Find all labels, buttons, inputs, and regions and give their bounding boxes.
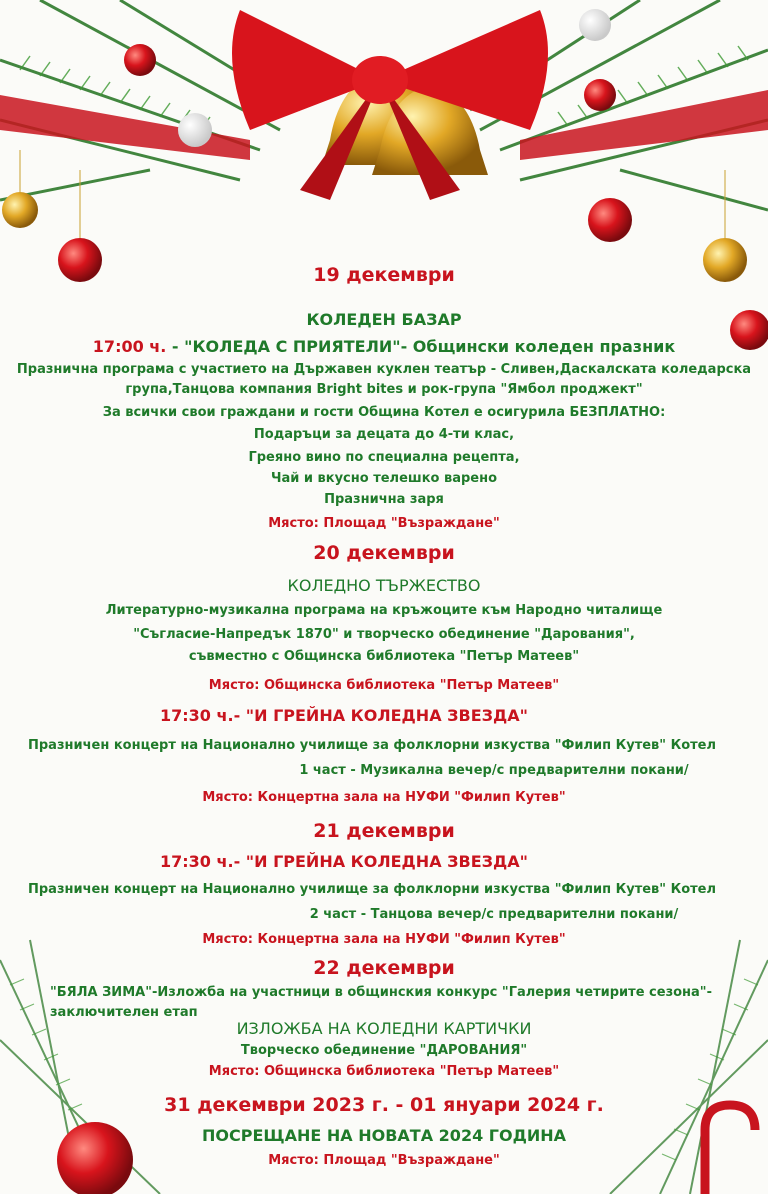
program2-line-2: "Съгласие-Напредък 1870" и творческо обединение "Дарования", xyxy=(133,627,635,642)
creative-union: Творческо обединение "ДАРОВАНИЯ" xyxy=(240,1043,528,1058)
date-21-december: 21 декември xyxy=(313,820,455,842)
event-title: - "И ГРЕЙНА КОЛЕДНА ЗВЕЗДА" xyxy=(233,852,528,871)
place-day2: Място: Общинска библиотека "Петър Матеев" xyxy=(208,678,560,693)
program2-line-1: Литературно-музикална програма на кръжоците към Народно читалище xyxy=(105,603,663,618)
offer-item-gifts: Подаръци за децата до 4-ти клас, xyxy=(253,427,515,442)
offer-item-tea: Чай и вкусно телешко варено xyxy=(270,471,498,486)
concert-part-1: 1 част - Музикална вечер/с предварителни покани/ xyxy=(299,763,689,778)
heading-new-year: ПОСРЕЩАНЕ НА НОВАТА 2024 ГОДИНА xyxy=(202,1126,566,1145)
place-day1: Място: Площад "Възраждане" xyxy=(268,516,500,531)
place-concert-1: Място: Концертна зала на НУФИ "Филип Кутев" xyxy=(202,790,566,805)
concert-part-2: 2 част - Танцова вечер/с предварителни покани/ xyxy=(309,907,679,922)
place-day4: Място: Общинска библиотека "Петър Матеев" xyxy=(208,1064,560,1079)
program2-line-3: съвместно с Общинска библиотека "Петър Матеев" xyxy=(188,649,580,664)
event-title: - "КОЛЕДА С ПРИЯТЕЛИ"- Общински коледен празник xyxy=(166,337,676,356)
place-day5: Място: Площад "Възраждане" xyxy=(268,1153,500,1168)
concert-line-1: Празничен концерт на Национално училище за фолклорни изкуства "Филип Кутев" Котел xyxy=(27,738,717,753)
exhibition-line-1: "БЯЛА ЗИМА"-Изложба на участници в общинския конкурс "Галерия четирите сезона"- xyxy=(50,985,712,1000)
event-i-greyna-2 xyxy=(0,852,728,871)
program-line-2: група,Танцова компания Bright bites и рок-група "Ямбол проджект" xyxy=(125,382,643,397)
event-time: 17:30 ч. xyxy=(160,706,234,725)
event-i-greyna-1 xyxy=(0,706,728,725)
event-koleda-s-priyateli xyxy=(0,337,768,356)
concert2-line-1: Празничен концерт на Национално училище за фолклорни изкуства "Филип Кутев" Котел xyxy=(27,882,717,897)
date-new-year: 31 декември 2023 г. - 01 януари 2024 г. xyxy=(164,1094,604,1116)
event-time: 17:00 ч. xyxy=(92,337,167,356)
date-20-december: 20 декември xyxy=(313,542,455,564)
date-22-december: 22 декември xyxy=(313,957,455,979)
place-concert-2: Място: Концертна зала на НУФИ "Филип Кутев" xyxy=(202,932,566,947)
exhibition-line-2: заключителен етап xyxy=(50,1005,198,1020)
offer-item-fireworks: Празнична заря xyxy=(324,492,444,507)
program-line-1: Празнична програма с участието на Държавен куклен театър - Сливен,Даскалската коледарска xyxy=(16,362,752,377)
heading-christmas-celebration: КОЛЕДНО ТЪРЖЕСТВО xyxy=(287,576,481,595)
candy-cane xyxy=(705,1105,755,1194)
heading-card-exhibition: ИЗЛОЖБА НА КОЛЕДНИ КАРТИЧКИ xyxy=(236,1019,532,1038)
date-19-december: 19 декември xyxy=(313,264,455,286)
event-title: - "И ГРЕЙНА КОЛЕДНА ЗВЕЗДА" xyxy=(233,706,528,725)
event-time: 17:30 ч. xyxy=(160,852,234,871)
free-offer-line: За всички свои граждани и гости Община Котел е осигурила БЕЗПЛАТНО: xyxy=(102,405,666,420)
heading-christmas-bazaar: КОЛЕДЕН БАЗАР xyxy=(306,310,462,329)
offer-item-wine: Греяно вино по специална рецепта, xyxy=(248,450,520,465)
